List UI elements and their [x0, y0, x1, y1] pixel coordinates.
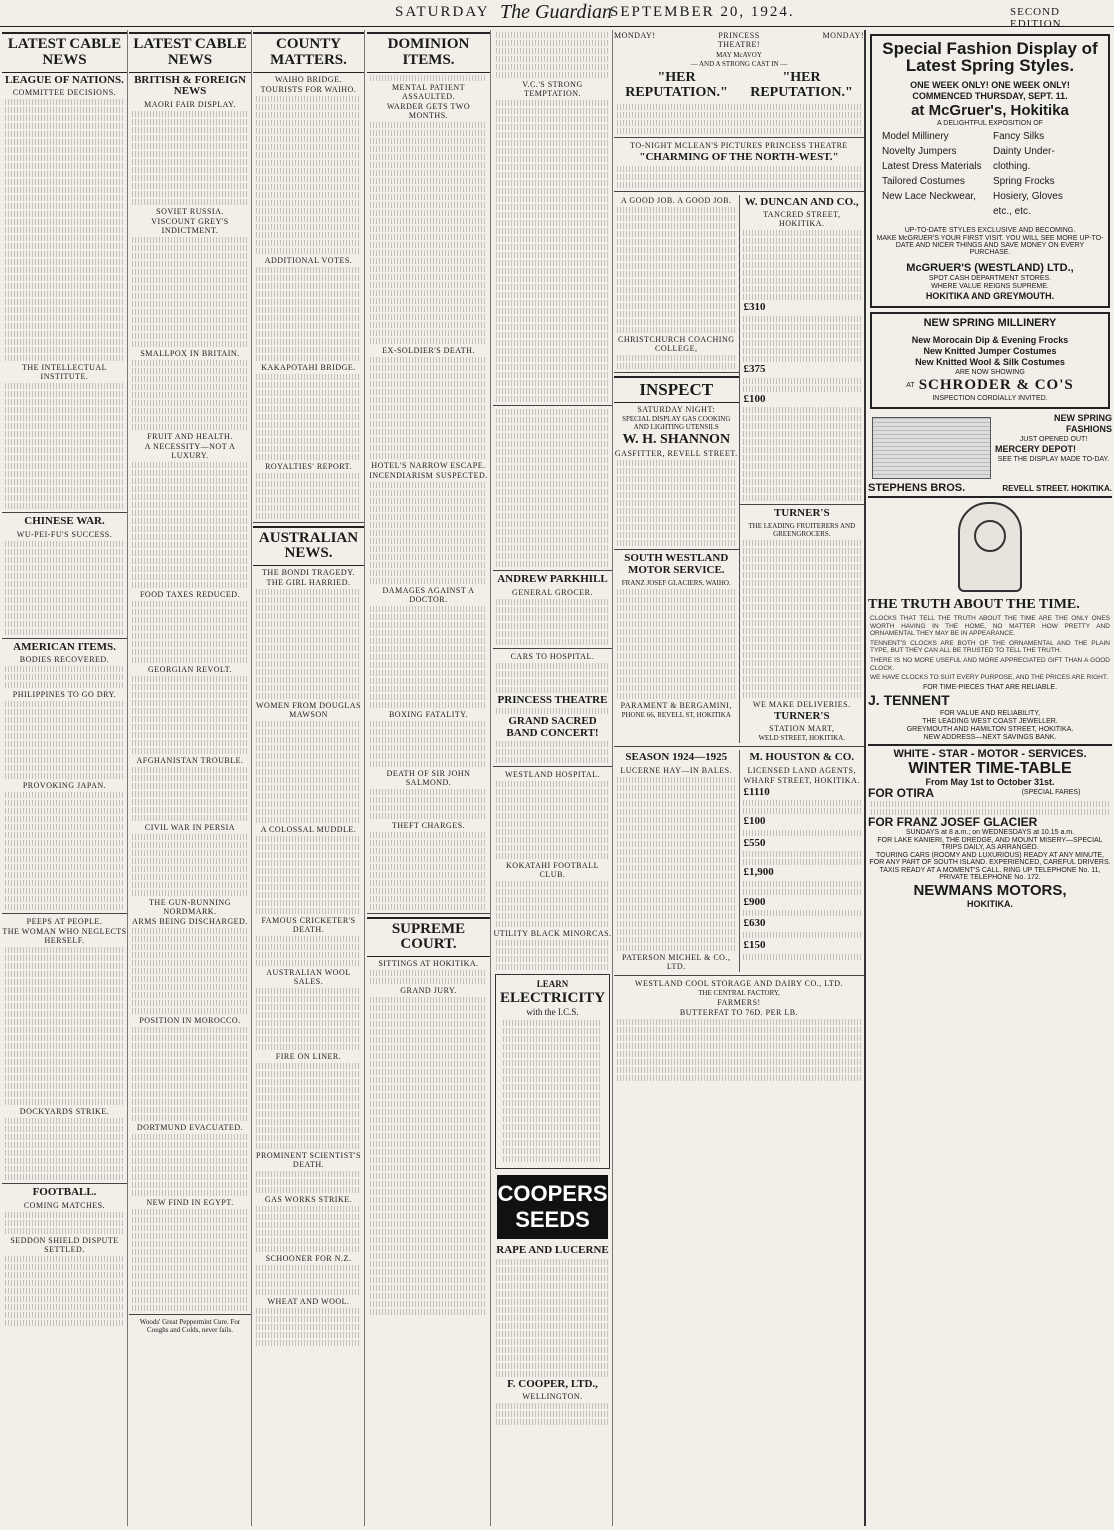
good-job: A GOOD JOB. A GOOD JOB. — [621, 195, 732, 205]
hokitika-greymouth: HOKITIKA AND GREYMOUTH. — [925, 291, 1055, 301]
just-opened: JUST OPENED OUT! — [1019, 436, 1088, 443]
ics-electricity: ELECTRICITY — [500, 990, 606, 1007]
inspect-heading: INSPECT — [614, 376, 739, 403]
coaching-college: CHRISTCHURCH COACHING COLLEGE, — [617, 334, 735, 353]
tancred-street: TANCRED STREET, HOKITIKA. — [763, 210, 841, 229]
article-heading: LEAGUE OF NATIONS. — [5, 73, 124, 86]
butterfat: BUTTERFAT TO 76D. PER LB. — [679, 1007, 799, 1017]
article-subheading: WAIHO BRIDGE. — [275, 74, 342, 84]
article-subheading: MAORI FAIR DISPLAY. — [144, 99, 236, 109]
station-mart: STATION MART, — [769, 724, 835, 734]
article-subheading: GAS WORKS STRIKE. — [264, 1195, 353, 1204]
article-subheading: WHEAT AND WOOL. — [267, 1297, 350, 1306]
article-subheading: DORTMUND EVACUATED. — [136, 1122, 244, 1132]
article-subheading: PHILIPPINES TO GO DRY. — [12, 690, 117, 700]
where-value: WHERE VALUE REIGNS SUPREME. — [931, 283, 1049, 290]
commenced: COMMENCED THURSDAY, SEPT. 11. — [912, 91, 1068, 101]
up-to-date-styles: UP-TO-DATE STYLES EXCLUSIVE AND BECOMING. — [904, 227, 1076, 234]
gasfitter: GASFITTER, REVELL STREET. — [614, 449, 738, 459]
clock-icon — [958, 502, 1022, 592]
advert-subheading: KOKATAHI FOOTBALL CLUB. — [506, 861, 599, 880]
article-subheading: NEW FIND IN EGYPT. — [146, 1197, 234, 1207]
column-2 — [129, 30, 252, 1526]
revell-street: REVELL STREET. HOKITIKA. — [1002, 484, 1112, 493]
article-heading: FOOTBALL. — [32, 1186, 97, 1199]
fashion-items-grid — [876, 128, 1104, 220]
article-subheading: ADDITIONAL VOTES. — [264, 255, 353, 265]
knitted-wool: New Knitted Wool & Silk Costumes — [915, 357, 1065, 367]
price-375: £375 — [743, 363, 766, 376]
article-subheading: SCHOONER FOR N.Z. — [265, 1254, 352, 1263]
special-display: SPECIAL DISPLAY GAS COOKING AND LIGHTING UTENSILS — [622, 414, 731, 431]
article-subheading: A COLOSSAL MUDDLE. — [260, 825, 357, 834]
price-1110: £1110 — [743, 785, 770, 798]
strong-cast: — AND A STRONG CAST IN — — [690, 60, 788, 68]
article-subheading: WU-PEI-FU'S SUCCESS. — [16, 529, 113, 539]
price-1900: £1,900 — [743, 866, 774, 879]
article-subheading: FRUIT AND HEALTH. — [147, 431, 233, 441]
article-subheading: A NECESSITY—NOT A LUXURY. — [144, 441, 236, 460]
advert-subheading: WELLINGTON. — [522, 1392, 583, 1402]
truth-about-time: THE TRUTH ABOUT THE TIME. — [868, 597, 1080, 612]
mcgruer-ltd: McGRUER'S (WESTLAND) LTD., — [906, 262, 1074, 274]
paterson-michel: PATERSON MICHEL & CO., LTD. — [622, 952, 731, 971]
column-6 — [614, 30, 866, 1526]
article-subheading: GRAND JURY. — [400, 986, 457, 995]
turners-heading: TURNER'S — [773, 507, 830, 520]
article-subheading: COMMITTEE DECISIONS. — [12, 88, 117, 98]
advert-heading: ANDREW PARKHILL — [497, 573, 608, 585]
fashion-item: Tailored Costumes — [882, 176, 965, 187]
article-subheading: DOCKYARDS STRIKE. — [19, 1107, 110, 1117]
licensed-agents: LICENSED LAND AGENTS, — [747, 765, 856, 775]
column-3 — [253, 30, 365, 1526]
schroder-name: SCHRODER & CO'S — [918, 377, 1074, 393]
article-subheading: ARMS BEING DISCHARGED. — [132, 916, 248, 926]
new-spring: NEW SPRING — [1053, 413, 1112, 423]
article-heading: AMERICAN ITEMS. — [13, 640, 116, 653]
for-franz-josef: FOR FRANZ JOSEF GLACIER — [868, 814, 1038, 829]
may-mcavoy: MAY McAVOY — [716, 51, 762, 59]
for-value: FOR VALUE AND RELIABILITY, — [939, 709, 1041, 717]
central-factory: THE CENTRAL FACTORY, — [698, 988, 780, 997]
article-subheading: PEEPS AT PEOPLE. — [26, 917, 103, 927]
stephens-bros: STEPHENS BROS. — [868, 482, 966, 494]
article-subheading: SMALLPOX IN BRITAIN. — [140, 348, 240, 358]
section-heading: COUNTY MATTERS. — [253, 32, 364, 73]
parament-bergamini: PARAMENT & BERGAMINI, — [620, 700, 732, 710]
article-subheading: THE GUN-RUNNING NORDMARK. — [149, 897, 231, 916]
column-7 — [868, 30, 1112, 1526]
white-star-advert — [868, 749, 1112, 910]
sundays: SUNDAYS at 8 a.m.; on WEDNESDAYS at 10.15 a.m. — [905, 828, 1075, 836]
advert-heading: F. COOPER, LTD., — [507, 1377, 598, 1390]
article-subheading: AFGHANISTAN TROUBLE. — [136, 755, 244, 765]
coopers-seeds-logo: COOPERS SEEDS — [497, 1175, 608, 1239]
article-subheading: VISCOUNT GREY'S INDICTMENT. — [151, 216, 229, 235]
article-subheading: WARDER GETS TWO MONTHS. — [386, 101, 471, 120]
special-fares: (SPECIAL FARES) — [1021, 788, 1081, 796]
white-star-heading: WHITE - STAR - MOTOR - SERVICES. — [893, 747, 1087, 760]
price-900: £900 — [743, 895, 766, 908]
advert-heading: PRINCESS THEATRE — [497, 693, 608, 706]
advert-footer: Woods' Great Peppermint Cure. For Coughs and Colds, never fails. — [139, 1317, 241, 1334]
at-label: AT — [906, 382, 915, 389]
advert-subheading: GENERAL GROCER. — [512, 587, 593, 597]
tennent-advert — [868, 502, 1112, 741]
turners-heading-2: TURNER'S — [773, 709, 830, 722]
fashion-item: Novelty Jumpers — [882, 146, 957, 157]
article-subheading: THE INTELLECTUAL INSTITUTE. — [21, 363, 108, 382]
lucerne-hay: LUCERNE HAY—IN BALES. — [620, 765, 733, 775]
column-5 — [493, 30, 613, 1526]
time-pieces: FOR TIME-PIECES THAT ARE RELIABLE. — [922, 683, 1058, 691]
mercery-depot: MERCERY DEPOT! — [995, 444, 1077, 454]
article-subheading: THEFT CHARGES. — [391, 820, 466, 830]
tonight-pictures: TO-NIGHT MCLEAN'S PICTURES PRINCESS THEATRE — [630, 141, 848, 151]
price-310: £310 — [743, 301, 766, 314]
from-may: From May 1st to October 31st. — [925, 776, 1055, 787]
mcgruer-fashion-advert — [870, 34, 1110, 308]
article-subheading: DAMAGES AGAINST A DOCTOR. — [382, 585, 475, 604]
fashion-item: Hosiery, Gloves — [993, 191, 1063, 202]
article-subheading: THE WOMAN WHO NEGLECTS HERSELF. — [2, 927, 127, 946]
section-heading: AUSTRALIAN NEWS. — [253, 526, 364, 567]
article-subheading: TOURISTS FOR WAIHO. — [260, 84, 357, 94]
article-heading: BRITISH & FOREIGN NEWS — [134, 73, 246, 98]
weld-street: WELD STREET, HOKITIKA. — [758, 734, 846, 743]
see-display: SEE THE DISPLAY MADE TO-DAY. — [997, 456, 1110, 463]
charming-northwest: "CHARMING OF THE NORTH-WEST." — [639, 151, 839, 164]
phone-66: PHONE 66, REVELL ST, HOKITIKA — [621, 710, 731, 719]
article-subheading: PROVOKING JAPAN. — [22, 781, 107, 791]
knitted-jumpers: New Knitted Jumper Costumes — [923, 346, 1057, 356]
tennent-name: J. TENNENT — [868, 691, 950, 708]
article-subheading: SITTINGS AT HOKITIKA. — [378, 959, 479, 968]
article-subheading: EX-SOLDIER'S DEATH. — [382, 345, 475, 355]
article-subheading: MENTAL PATIENT ASSAULTED. — [391, 82, 466, 101]
we-have-clocks: WE HAVE CLOCKS TO SUIT EVERY PURPOSE, AND THE PRICES ARE RIGHT. — [870, 674, 1108, 682]
now-showing: ARE NOW SHOWING — [955, 369, 1025, 376]
section-heading: LATEST CABLE NEWS — [2, 32, 127, 73]
section-heading: DOMINION ITEMS. — [367, 32, 490, 73]
article-subheading: PROMINENT SCIENTIST'S DEATH. — [256, 1151, 361, 1169]
spot-cash: SPOT CASH DEPARTMENT STORES. — [928, 275, 1052, 282]
article-subheading: INCENDIARISM SUSPECTED. — [369, 470, 488, 480]
tennents-text: TENNENT'S CLOCKS ARE BOTH OF THE ORNAMENTAL AND THE PLAIN TYPE, BUT THEY CAN ALL BE TRUSTED TO TELL THE TRUTH. — [870, 639, 1110, 655]
article-subheading: FOOD TAXES REDUCED. — [139, 589, 241, 599]
make-mcgruers-visit: MAKE McGRUER'S YOUR FIRST VISIT. YOU WILL SEE MORE UP-TO-DATE AND NICER THINGS AND SAVE MONEY ON EVERY PURCHASE. — [876, 235, 1104, 256]
masthead-date: SEPTEMBER 20, 1924. — [610, 4, 795, 20]
column-4 — [367, 30, 491, 1526]
fashion-display-subtitle: Latest Spring Styles. — [905, 56, 1075, 75]
no-more-useful: THERE IS NO MORE USEFUL AND MORE APPRECIATED GIFT THAN A GOOD CLOCK. — [870, 656, 1110, 672]
price-150: £150 — [743, 939, 766, 952]
fashions: FASHIONS — [1065, 424, 1112, 434]
princess-label: PRINCESS THEATRE! — [717, 31, 761, 49]
season-heading: SEASON 1924—1925 — [625, 751, 728, 764]
price-100b: £100 — [743, 815, 766, 828]
ics-advert — [495, 974, 610, 1169]
article-subheading: GEORGIAN REVOLT. — [148, 664, 232, 674]
winter-timetable: WINTER TIME-TABLE — [908, 759, 1072, 777]
monday-label: MONDAY! — [822, 31, 864, 40]
article-subheading: FAMOUS CRICKETER'S DEATH. — [261, 916, 356, 934]
turners-sub: THE LEADING FRUITERERS AND GREENGROCERS. — [748, 521, 856, 538]
article-subheading: HOTEL'S NARROW ESCAPE. — [371, 460, 486, 470]
glaciers-label: FRANZ JOSEF GLACIERS, WAIHO. — [621, 578, 731, 587]
price-630: £630 — [743, 917, 766, 930]
fashion-item: Fancy Silks — [993, 131, 1045, 142]
her-reputation-1: "HER REPUTATION." — [625, 70, 728, 100]
advert-subheading: WESTLAND HOSPITAL. — [504, 770, 601, 780]
duncan-heading: W. DUNCAN AND CO., — [744, 195, 859, 208]
houston-heading: M. HOUSTON & CO. — [749, 751, 855, 764]
article-subheading: SOVIET RUSSIA. — [156, 206, 224, 216]
article-subheading: AUSTRALIAN WOOL SALES. — [266, 968, 351, 986]
shopfront-image — [872, 417, 991, 479]
price-550: £550 — [743, 836, 766, 849]
article-subheading: POSITION IN MOROCCO. — [139, 1015, 241, 1025]
fashion-item: Model Millinery — [882, 131, 949, 142]
price-100: £100 — [743, 392, 766, 405]
article-subheading: COMING MATCHES. — [23, 1200, 106, 1210]
south-westland-heading: SOUTH WESTLAND MOTOR SERVICE. — [624, 552, 729, 576]
stephens-advert — [868, 413, 1112, 483]
taxis-ready: TAXIS READY AT A MOMENT'S CALL. RING UP TELEPHONE No. 11, PRIVATE TELEPHONE No. 172. — [879, 866, 1101, 881]
article-subheading: DEATH OF SIR JOHN SALMOND. — [386, 768, 471, 787]
new-spring-millinery: NEW SPRING MILLINERY — [923, 317, 1057, 329]
we-make-deliveries: WE MAKE DELIVERIES. — [752, 699, 851, 709]
her-reputation-2: "HER REPUTATION." — [750, 70, 853, 100]
newmans-motors: NEWMANS MOTORS, — [913, 881, 1067, 899]
fashion-display-title: Special Fashion Display of — [882, 39, 1098, 58]
article-subheading: V.C.'S STRONG TEMPTATION. — [522, 80, 583, 98]
article-subheading: BOXING FATALITY. — [388, 709, 469, 719]
one-week-only: ONE WEEK ONLY! ONE WEEK ONLY! — [910, 80, 1070, 90]
masthead-day: SATURDAY — [395, 4, 490, 20]
advert-heading: RAPE AND LUCERNE — [496, 1244, 609, 1257]
fashion-item: clothing. — [993, 161, 1031, 172]
article-subheading: WOMEN FROM DOUGLAS MAWSON — [255, 701, 361, 719]
advert-subheading: CARS TO HOSPITAL. — [510, 651, 595, 661]
saturday-night: SATURDAY NIGHT: — [637, 404, 716, 414]
article-heading: CHINESE WAR. — [24, 515, 105, 528]
fashion-item: etc., etc. — [993, 206, 1031, 217]
clocks-text: CLOCKS THAT TELL THE TRUTH ABOUT THE TIME ARE THE ONLY ONES WORTH HAVING IN THE HOME, NO MATTER HOW PRETTY AND ORNAMENTAL THEY MAY BE IN APPEARANCE. — [870, 615, 1110, 638]
masthead-edition: SECOND EDITION. — [1010, 6, 1066, 30]
schroder-millinery-advert — [870, 312, 1110, 409]
delightful-exposition: A DELIGHTFUL EXPOSITION OF — [937, 120, 1043, 127]
section-heading: LATEST CABLE NEWS — [129, 32, 251, 73]
shannon-name: W. H. SHANNON — [622, 431, 731, 447]
article-subheading: THE GIRL HARRIED. — [266, 578, 351, 587]
fashion-item: New Lace Neckwear, — [882, 191, 976, 202]
article-subheading: ROYALTIES' REPORT. — [265, 461, 352, 471]
newmans-hokitika: HOKITIKA. — [967, 898, 1013, 909]
section-heading: SUPREME COURT. — [367, 917, 490, 958]
wharf-street: WHARF STREET, HOKITIKA. — [743, 775, 860, 785]
monday-label: MONDAY! — [614, 31, 656, 40]
touring-cars: TOURING CARS (ROOMY AND LUXURIOUS) READY AT ANY MINUTE, FOR ANY PART OF SOUTH ISLAND. EXPERIENCED, CAREFUL DRIVERS. — [869, 851, 1111, 866]
leading-jeweller: THE LEADING WEST COAST JEWELLER. — [922, 717, 1058, 725]
schroder-line — [876, 377, 1104, 394]
masthead — [0, 0, 1114, 30]
ics-learn: LEARN — [536, 979, 569, 990]
morocain-frocks: New Morocain Dip & Evening Frocks — [911, 335, 1069, 345]
for-otira: FOR OTIRA — [868, 785, 934, 800]
lake-kanieri: FOR LAKE KANIERI, THE DREDGE, AND MOUNT MISERY—SPECIAL TRIPS DAILY, AS ARRANGED. — [877, 836, 1103, 851]
advert-subheading: UTILITY BLACK MINORCAS. — [493, 929, 612, 939]
at-mcgruers: at McGruer's, Hokitika — [911, 102, 1069, 119]
farmers: FARMERS! — [717, 997, 761, 1007]
fashion-item: Latest Dress Materials — [882, 161, 982, 172]
fashion-item: Dainty Under- — [993, 146, 1055, 157]
column-1 — [2, 30, 128, 1526]
article-subheading: FIRE ON LINER. — [275, 1052, 342, 1061]
greymouth-hamilton: GREYMOUTH AND HAMILTON STREET, HOKITIKA. — [906, 725, 1074, 733]
new-address: NEW ADDRESS—NEXT SAVINGS BANK. — [923, 733, 1057, 741]
article-subheading: BODIES RECOVERED. — [19, 655, 110, 665]
article-subheading: THE BONDI TRAGEDY. — [262, 568, 355, 577]
advert-heading: GRAND SACRED BAND CONCERT! — [506, 715, 599, 739]
westland-cool-storage: WESTLAND COOL STORAGE AND DAIRY CO., LTD. — [634, 978, 844, 988]
article-subheading: KAKAPOTAHI BRIDGE. — [261, 362, 356, 372]
masthead-title: The Guardian — [500, 1, 613, 23]
fashion-item: Spring Frocks — [993, 176, 1055, 187]
ics-with: with the I.C.S. — [526, 1007, 579, 1018]
inspection-invited: INSPECTION CORDIALLY INVITED. — [932, 395, 1048, 402]
article-subheading: CIVIL WAR IN PERSIA — [144, 822, 236, 832]
article-subheading: SEDDON SHIELD DISPUTE SETTLED. — [10, 1235, 119, 1254]
